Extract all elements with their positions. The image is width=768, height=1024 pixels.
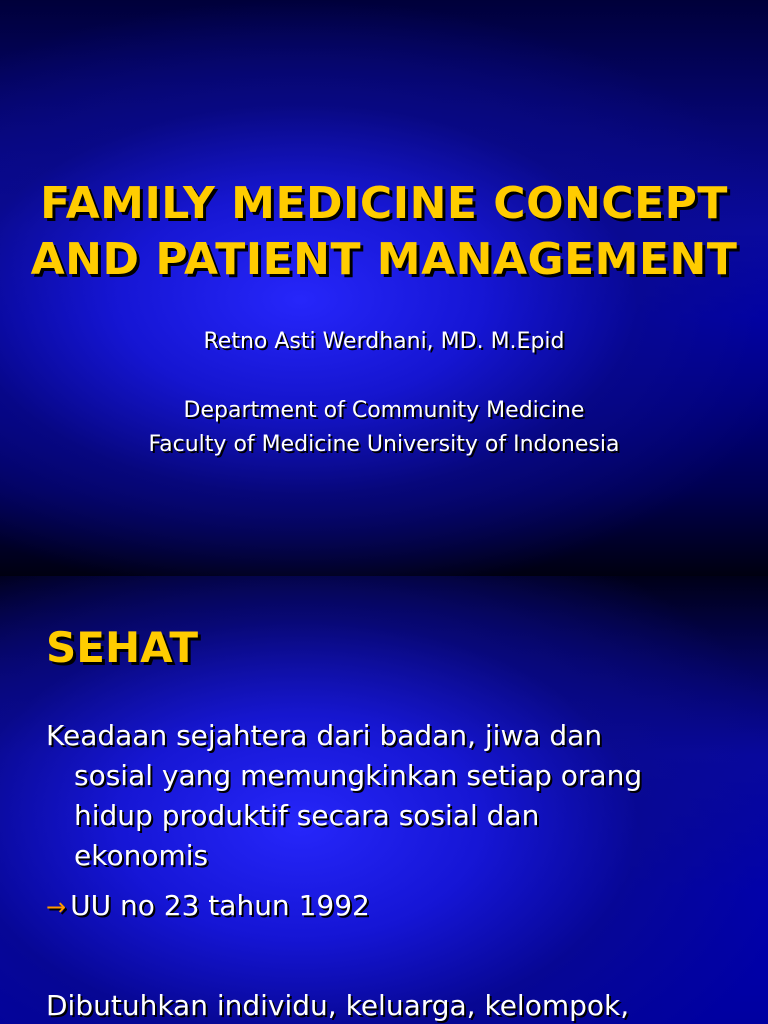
affiliation-department: Department of Community Medicine xyxy=(183,398,585,423)
next-line: Dibutuhkan individu, keluarga, kelompok, xyxy=(46,989,630,1022)
definition-line-1: Keadaan sejahtera dari badan, jiwa dan xyxy=(46,719,603,752)
definition-paragraph xyxy=(46,716,736,876)
definition-line-2: sosial yang memungkinkan setiap orang xyxy=(74,759,643,792)
affiliation xyxy=(0,394,768,462)
right-arrow-icon: → xyxy=(46,893,67,921)
next-paragraph xyxy=(46,986,736,1024)
reference-text: UU no 23 tahun 1992 xyxy=(70,889,370,922)
definition-line-4: ekonomis xyxy=(74,839,209,872)
slide-sehat xyxy=(0,576,768,1024)
title-line-2: AND PATIENT MANAGEMENT xyxy=(30,234,738,285)
definition-line-3: hidup produktif secara sosial dan xyxy=(74,799,540,832)
slide-heading: SEHAT xyxy=(46,623,198,672)
reference-bullet xyxy=(46,886,370,927)
presentation-title xyxy=(0,176,768,288)
author-name: Retno Asti Werdhani, MD. M.Epid xyxy=(203,329,565,354)
title-line-1: FAMILY MEDICINE CONCEPT xyxy=(40,178,728,229)
affiliation-faculty: Faculty of Medicine University of Indonesia xyxy=(148,432,620,457)
